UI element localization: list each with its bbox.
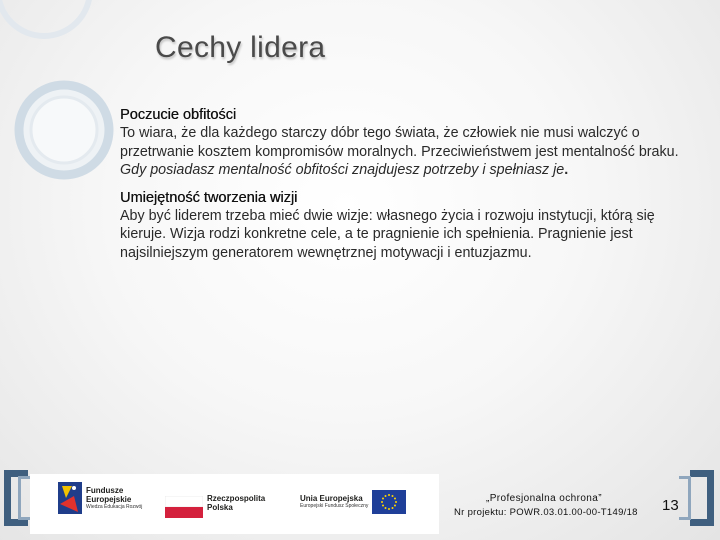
fe-subtitle: Wiedza Edukacja Rozwój (86, 504, 143, 510)
unia-europejska-text (300, 494, 368, 510)
fe-line-2: Europejskie (86, 495, 132, 504)
fe-line-1: Fundusze (86, 486, 124, 495)
ue-line-1: Unia Europejska (300, 494, 363, 503)
right-bracket-decoration (690, 470, 714, 526)
eu-flag-icon (372, 490, 406, 514)
fundusze-europejskie-icon (58, 482, 82, 514)
italic-period: . (564, 162, 569, 178)
ue-subtitle: Europejski Fundusz Społeczny (300, 503, 369, 509)
section-heading: Poczucie obfitości (120, 107, 237, 123)
decorative-circles (0, 0, 120, 200)
rp-line-1: Rzeczpospolita (207, 494, 266, 503)
italic-sentence: Gdy posiadasz mentalność obfitości znajdujesz potrzeby i spełniasz je (120, 162, 565, 178)
slide-content (120, 106, 700, 271)
project-number: Nr projektu: POWR.03.01.00-00-T149/18 (454, 507, 638, 518)
section-vision (120, 189, 700, 263)
section-italic-text (120, 161, 700, 180)
fundusze-europejskie-logo (58, 482, 82, 519)
section-abundance (120, 106, 700, 180)
left-bracket-inner-decoration (18, 476, 30, 520)
eu-flag (372, 490, 406, 519)
right-bracket-inner-decoration (679, 476, 691, 520)
polish-flag-icon (165, 496, 203, 518)
section-heading: Umiejętność tworzenia wizji (120, 189, 298, 206)
rzeczpospolita-text (207, 494, 265, 512)
slide-title: Cechy lidera (155, 31, 326, 64)
polish-flag (165, 496, 203, 523)
section-text: To wiara, że dla każdego starczy dóbr tego świata, że człowiek nie musi walczyć o przetrwanie kosztem kompromisów moralnych. Przeciwieństwem jest mentalność braku. (120, 125, 679, 160)
funding-logo-strip (30, 474, 439, 534)
project-name: „Profesjonalna ochrona” (486, 493, 602, 504)
section-text: Aby być liderem trzeba mieć dwie wizje: własnego życia i rozwoju instytucji, którą się kieruje. Wizja rodzi konkretne cele, a te pragnienie ich spełnienia. Pragnienie jest najsilniejszym generatorem wewnętrznej motywacji i entuzjazmu. (120, 207, 655, 261)
rp-line-2: Polska (207, 503, 233, 512)
page-number: 13 (662, 497, 679, 514)
fundusze-europejskie-text (86, 486, 142, 511)
